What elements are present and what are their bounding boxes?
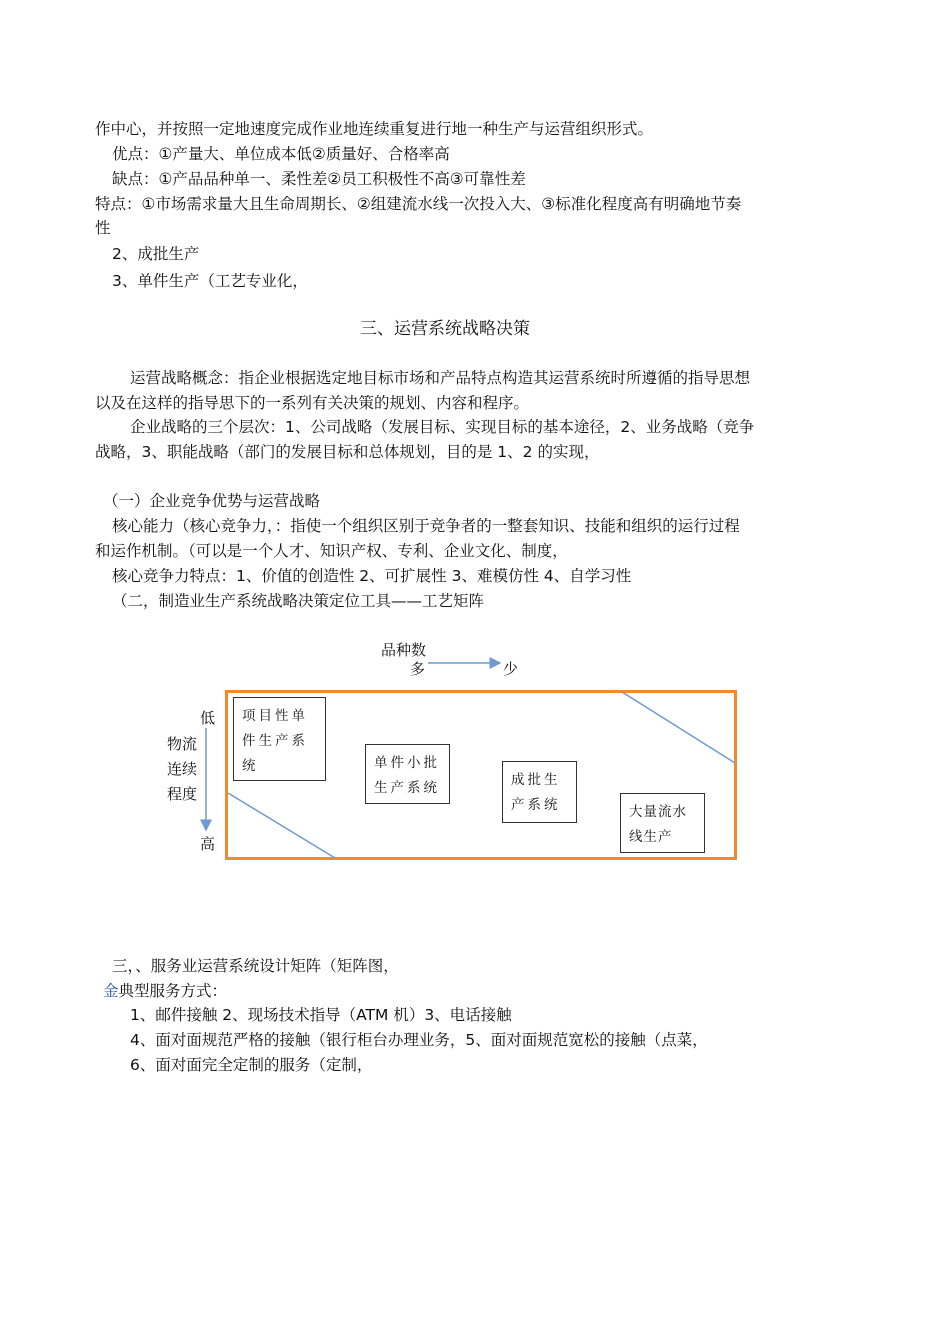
- left-axis-top: 低: [200, 709, 216, 727]
- mass-production-box: 大量流水线生产: [620, 793, 705, 853]
- service-types-prefix: 金: [103, 982, 119, 1000]
- batch-production-box: 成批生产系统: [502, 761, 577, 823]
- core-competence-features: 核心竞争力特点：1、价值的创造性 2、可扩展性 3、难模仿性 4、自学习性: [112, 567, 632, 585]
- left-axis-title-1: 物流: [167, 735, 198, 753]
- batch-production-item: 2、成批生产: [112, 245, 200, 263]
- left-axis-title-2: 连续: [167, 760, 198, 778]
- advantages-line: 优点：①产量大、单位成本低②质量好、合格率高: [112, 145, 450, 163]
- top-axis-from: 多: [410, 660, 426, 678]
- subsection-heading-3: 三，、服务业运营系统设计矩阵（矩阵图，: [112, 957, 399, 975]
- section-title: 三、运营系统战略决策: [360, 319, 530, 339]
- disadvantages-line: 缺点：①产品品种单一、柔性差②员工积极性不高③可靠性差: [112, 170, 526, 188]
- left-axis-title-3: 程度: [167, 785, 198, 803]
- lower-left-diagonal: [228, 793, 335, 858]
- service-type-list-1: 1、邮件接触 2、现场技术指导（ATM 机）3、电话接触: [130, 1006, 512, 1024]
- service-types-label: 典型服务方式：: [118, 982, 228, 1000]
- core-competence-line-cont: 和运作机制。（可以是一个人才、知识产权、专利、企业文化、制度，: [95, 542, 568, 560]
- top-axis-to: 少: [503, 660, 519, 678]
- service-type-list-2: 4、面对面规范严格的接触（银行柜台办理业务，5、面对面规范宽松的接触（点菜，: [130, 1031, 708, 1049]
- strategy-levels-line-cont: 战略，3、职能战略（部门的发展目标和总体规划，目的是 1、2 的实现，: [95, 443, 600, 461]
- upper-right-diagonal: [622, 692, 735, 763]
- service-types-heading: [103, 980, 227, 1002]
- subsection-heading-1: （一）企业竞争优势与运营战略: [103, 492, 321, 510]
- project-production-box: 项目性单件生产系统: [233, 697, 326, 781]
- strategy-concept-line-cont: 以及在这样的指导思下的一系列有关决策的规划、内容和程序。: [95, 394, 530, 412]
- single-production-item: 3、单件生产（工艺专业化，: [112, 272, 308, 290]
- core-competence-line: 核心能力（核心竞争力，：指使一个组织区别于竞争者的一整套知识、技能和组织的运行过程: [112, 517, 740, 535]
- small-batch-production-box: 单件小批生产系统: [365, 744, 450, 804]
- top-axis-title: 品种数: [381, 641, 427, 659]
- strategy-levels-line: 企业战略的三个层次：1、公司战略（发展目标、实现目标的基本途径，2、业务战略（竞争: [130, 418, 755, 436]
- left-axis-bottom: 高: [200, 835, 216, 853]
- features-line: 特点：①市场需求量大且生命周期长、②组建流水线一次投入大、③标准化程度高有明确地节奏: [95, 195, 742, 213]
- features-line-cont: 性: [95, 219, 111, 237]
- service-type-list-3: 6、面对面完全定制的服务（定制，: [130, 1056, 373, 1074]
- subsection-heading-2: （二，制造业生产系统战略决策定位工具——工艺矩阵: [112, 592, 485, 610]
- paragraph-line: 作中心，并按照一定地速度完成作业地连续重复进行地一种生产与运营组织形式。: [95, 120, 654, 138]
- strategy-concept-line: 运营战略概念：指企业根据选定地目标市场和产品特点构造其运营系统时所遵循的指导思想: [130, 369, 751, 387]
